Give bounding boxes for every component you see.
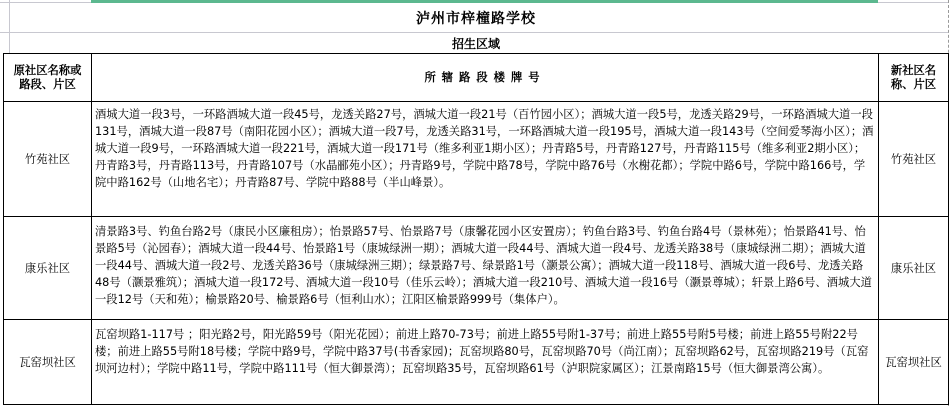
enrollment-zone-table bbox=[3, 53, 949, 405]
table-row bbox=[4, 102, 949, 217]
cell-new-community[interactable]: 瓦窑坝社区 bbox=[879, 320, 949, 405]
cell-addresses[interactable]: 清景路3号、钓鱼台路2号（康民小区廉租房）；怡景路57号、怡景路7号（康馨花园小区安置房）；钓鱼台路3号、钓鱼台路4号（景林苑）；怡景路41号、怡景路5号（沁园春）；酒城大道一段44号、怡景路1号（康城绿洲一期）；酒城大道一段44号、酒城大道一段4号、龙透关路38号（康城绿洲二期）；酒城大道一段44号、酒城大道一段2号、龙透关路36号（康城绿洲三期）；绿景路7号、绿景路1号（灏景公寓）；酒城大道一段118号、酒城大道一段6号、龙透关路48号（灏景雅筑）；酒城大道一段172号、酒城大道一段10号（佳乐云岭）；酒城大道一段210号、酒城大道一段16号（灏景尊城）；轩景上路6号、酒城大道一段12号（天和苑）；榆景路20号、榆景路6号（恒利山水）；江阳区榆景路999号（集体户）。 bbox=[92, 217, 879, 320]
table-row bbox=[4, 320, 949, 405]
cell-old-community[interactable]: 竹苑社区 bbox=[4, 102, 92, 217]
table-row bbox=[4, 217, 949, 320]
cell-old-community[interactable]: 康乐社区 bbox=[4, 217, 92, 320]
sheet-title: 泸州市梓橦路学校 bbox=[416, 10, 536, 27]
cell-addresses[interactable]: 瓦窑坝路1-117号 ；阳光路2号，阳光路59号（阳光花园）；前进上路70-73号；前进上路55号附1-37号；前进上路55号附5号楼；前进上路55号附22号楼；前进上路55号附18号楼；学院中路9号，学院中路37号(书香家园)；瓦窑坝路80号，瓦窑坝路70号（尚江南）；瓦窑坝路62号，瓦窑坝路219号（瓦窑坝河边村）；学院中路11号，学院中路111号（恒大御景湾）；瓦窑坝路35号，瓦窑坝路61号（泸职院家属区）；江景南路15号（恒大御景湾公寓）。 bbox=[92, 320, 879, 405]
sheet-subtitle: 招生区域 bbox=[451, 36, 500, 51]
header-addresses[interactable]: 所辖路段楼牌号 bbox=[92, 54, 879, 102]
header-new-community[interactable]: 新社区名称、片区 bbox=[879, 54, 949, 102]
table-header-row bbox=[4, 54, 949, 102]
cell-new-community[interactable]: 竹苑社区 bbox=[879, 102, 949, 217]
header-old-community[interactable]: 原社区名称或路段、片区 bbox=[4, 54, 92, 102]
cell-old-community[interactable]: 瓦窑坝社区 bbox=[4, 320, 92, 405]
cell-new-community[interactable]: 康乐社区 bbox=[879, 217, 949, 320]
cell-addresses[interactable]: 酒城大道一段3号，一环路酒城大道一段45号，龙透关路27号，酒城大道一段21号（百竹园小区）；酒城大道一段5号，龙透关路29号，一环路酒城大道一段131号，酒城大道一段87号（南阳花园小区）；酒城大道一段7号，龙透关路31号，一环路酒城大道一段195号，酒城大道一段143号（空间爱琴海小区）；酒城大道一段9号，一环路酒城大道一段221号，酒城大道一段171号（维多利亚1期小区）；丹青路5号，丹青路127号，丹青路115号（维多利亚2期小区）；丹青路3号，丹青路113号，丹青路107号（水晶郦苑小区）；丹青路9号，学院中路78号，学院中路76号（水榭花都）；学院中路6号，学院中路166号，学院中路162号（山地名宅）；丹青路87号、学院中路88号（半山峰景）。 bbox=[92, 102, 879, 217]
